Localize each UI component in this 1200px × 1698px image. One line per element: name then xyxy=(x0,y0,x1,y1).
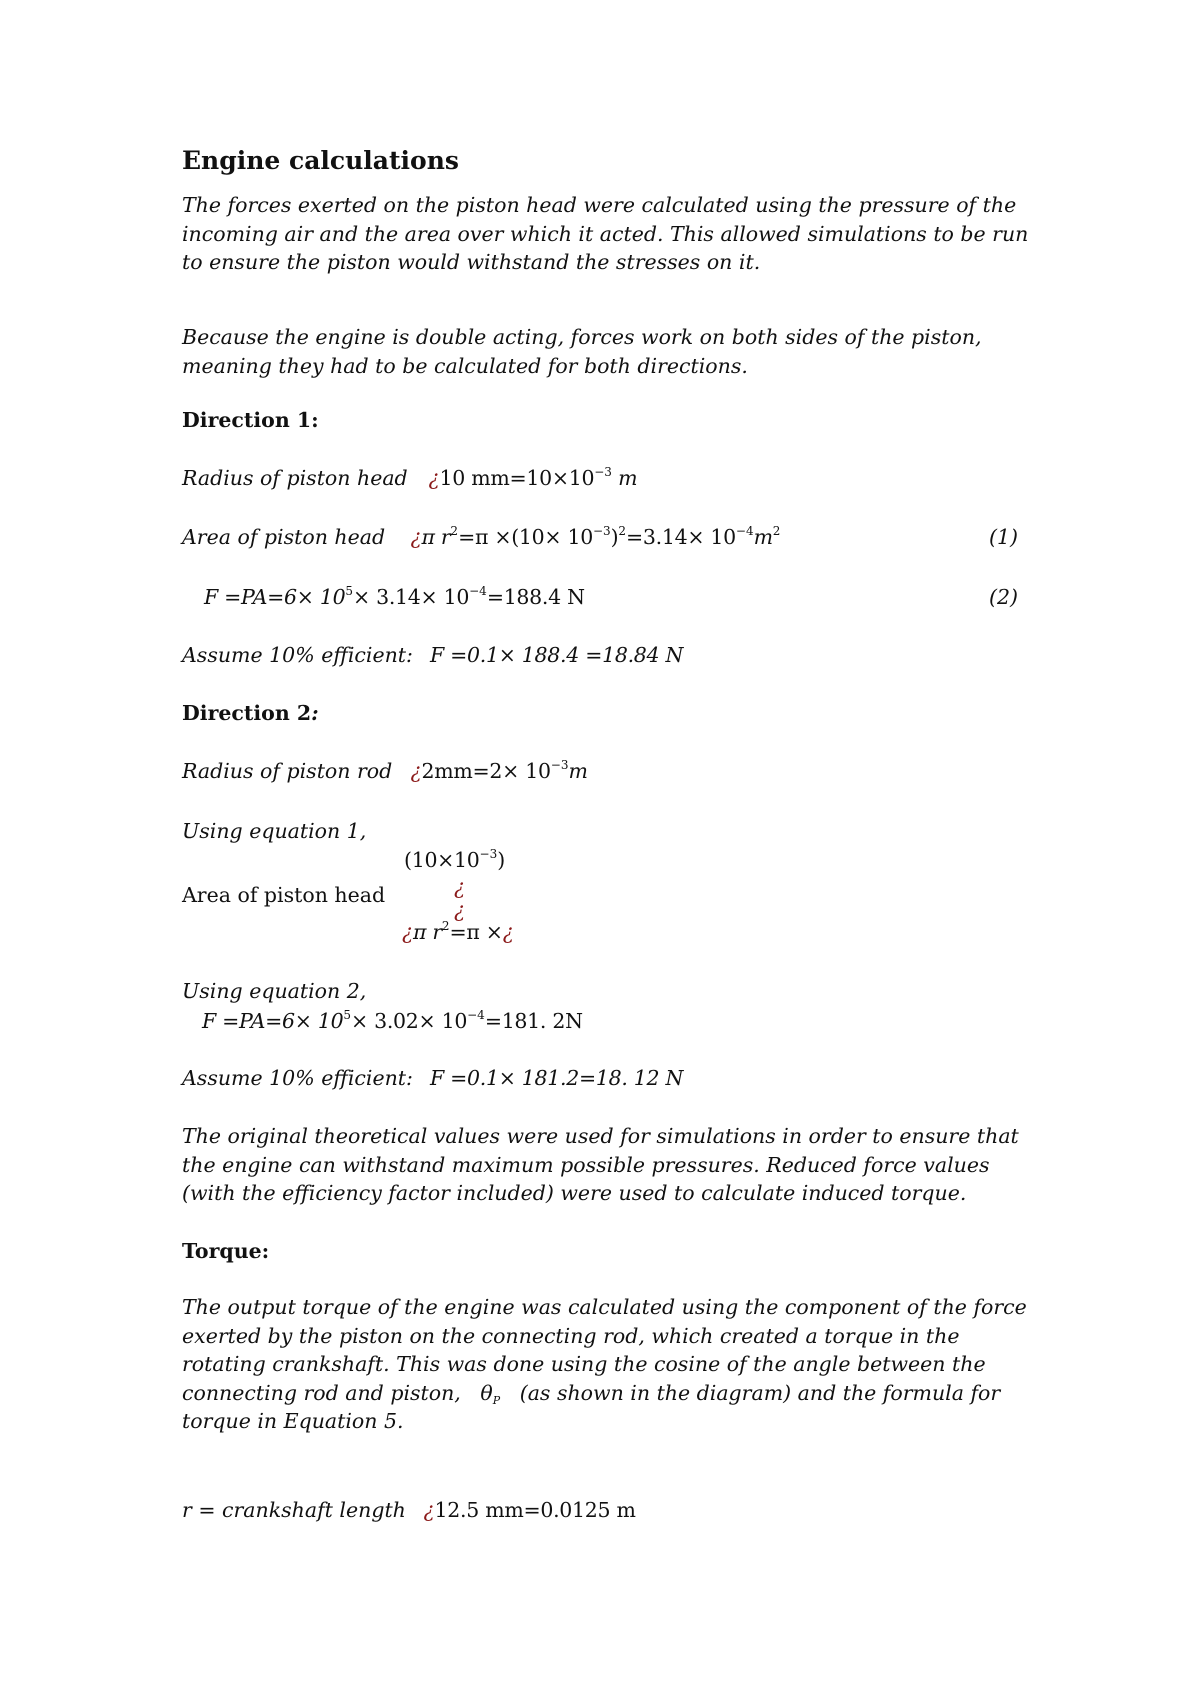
radius-head-equation xyxy=(182,466,637,490)
exponent: 2 xyxy=(618,524,627,538)
expr: × 3.02× 10 xyxy=(350,1009,468,1033)
exponent: 5 xyxy=(343,1008,351,1022)
direction-2-heading xyxy=(182,701,319,725)
invalid-glyph: ¿ xyxy=(502,920,514,944)
note-paragraph: The original theoretical values were used for simulations in order to ensure that the engine can withstand maximum possible pressures. Reduced force values (with the efficiency factor included) were used to calculate induced torque. xyxy=(182,1124,1019,1205)
area-head-label: Area of piston head xyxy=(182,525,386,549)
torque-paragraph xyxy=(182,1293,1032,1436)
force-1-equation xyxy=(204,585,585,609)
torque-heading: Torque: xyxy=(182,1239,270,1263)
invalid-glyph: ¿ xyxy=(423,1498,435,1522)
area-head-equation: Area of piston head ¿π $r^2=\pi \times(10\times 10^{-3})^2=3.14\times 10^{-4}m^2$ xyxy=(182,524,781,549)
expr: 2mm=2× 10 xyxy=(421,759,551,783)
crankshaft-label: r = crankshaft length xyxy=(182,1498,406,1522)
area-rod-label: Area of piston head xyxy=(182,883,386,907)
force-2-equation xyxy=(202,1009,583,1033)
radius-head-expr: 10 mm=10×10 xyxy=(439,466,595,490)
unit: m xyxy=(611,466,638,490)
direction-1-heading: Direction 1: xyxy=(182,408,319,432)
expr: × 3.14× 10 xyxy=(352,585,470,609)
exponent: −4 xyxy=(469,584,487,598)
theta-symbol: $\theta_P$ xyxy=(480,1380,501,1407)
intro-paragraph-2: Because the engine is double acting, forces work on both sides of the piston, meaning they had to be calculated for both directions. xyxy=(182,325,982,378)
expr: π r xyxy=(421,525,451,549)
exponent: −4 xyxy=(735,524,754,538)
torque-text-a: The output torque of the engine was calculated using the component of the force exerted by the piston on the connecting rod, which created a torque in the rotating crankshaft. This was done using the cosine of the angle between the connecting rod and piston, xyxy=(182,1295,1027,1405)
invalid-glyph: ¿ xyxy=(428,466,440,490)
expr: (10×10 xyxy=(404,848,480,872)
expr: F =PA=6× 10 xyxy=(202,1009,344,1033)
invalid-glyph: ¿ xyxy=(410,525,422,549)
intro-paragraph-1: The forces exerted on the piston head were calculated using the pressure of the incoming air and the area over which it acted. This allowed simulations to be run to ensure the piston would withstand the stresses on it. xyxy=(182,193,1029,274)
exponent: −3 xyxy=(550,758,569,772)
expr: F =0.1× 188.4 =18.84 N xyxy=(430,643,684,667)
expr: π r xyxy=(413,920,442,944)
equation-number-2: (2) xyxy=(988,585,1018,609)
expr: =188.4 N xyxy=(486,585,585,609)
heading-text: Direction 2 xyxy=(182,701,312,725)
using-equation-2: Using equation 2, xyxy=(182,979,367,1003)
using-equation-1: Using equation 1, xyxy=(182,819,367,843)
invalid-glyph: ¿ xyxy=(410,759,422,783)
invalid-glyph: ¿ xyxy=(402,920,413,944)
expr: =181. 2N xyxy=(484,1009,583,1033)
exponent: 5 xyxy=(345,584,353,598)
efficiency-2-equation xyxy=(182,1066,683,1090)
expr: F =PA=6× 10 xyxy=(204,585,346,609)
expr: F =0.1× 181.2=18. 12 N xyxy=(430,1066,684,1090)
exponent: −3 xyxy=(479,847,498,861)
expr: =π × xyxy=(449,920,503,944)
invalid-glyph-1: ¿ xyxy=(454,875,465,899)
radius-rod-equation xyxy=(182,759,588,783)
expr: 12.5 mm=0.0125 m xyxy=(434,1498,636,1522)
exponent: −3 xyxy=(592,524,611,538)
efficiency-label: Assume 10% efficient: xyxy=(182,1066,413,1090)
expr: =3.14× 10 xyxy=(626,525,736,549)
expr: ) xyxy=(497,848,505,872)
heading-suffix: : xyxy=(311,701,319,725)
torque-text-b: (as shown in the diagram) and the formula for torque in Equation 5. xyxy=(182,1380,1001,1433)
invalid-glyph-2: ¿ xyxy=(454,898,465,922)
exponent: 2 xyxy=(772,524,781,538)
efficiency-1-equation xyxy=(182,643,683,667)
area-rod-expression xyxy=(402,920,514,944)
area-rod-numerator xyxy=(404,848,505,872)
exponent: 2 xyxy=(450,524,459,538)
efficiency-label: Assume 10% efficient: xyxy=(182,643,413,667)
radius-head-label: Radius of piston head xyxy=(182,466,408,490)
crankshaft-equation xyxy=(182,1498,636,1522)
radius-rod-label: Radius of piston rod xyxy=(182,759,393,783)
exponent: −3 xyxy=(594,465,612,479)
unit: m xyxy=(568,759,588,783)
equation-number-1: (1) xyxy=(988,525,1018,549)
unit: m xyxy=(753,525,773,549)
exponent: −4 xyxy=(467,1008,485,1022)
page-title: Engine calculations xyxy=(182,146,459,175)
expr: =π ×(10× 10 xyxy=(458,525,593,549)
exponent: 2 xyxy=(441,919,450,933)
